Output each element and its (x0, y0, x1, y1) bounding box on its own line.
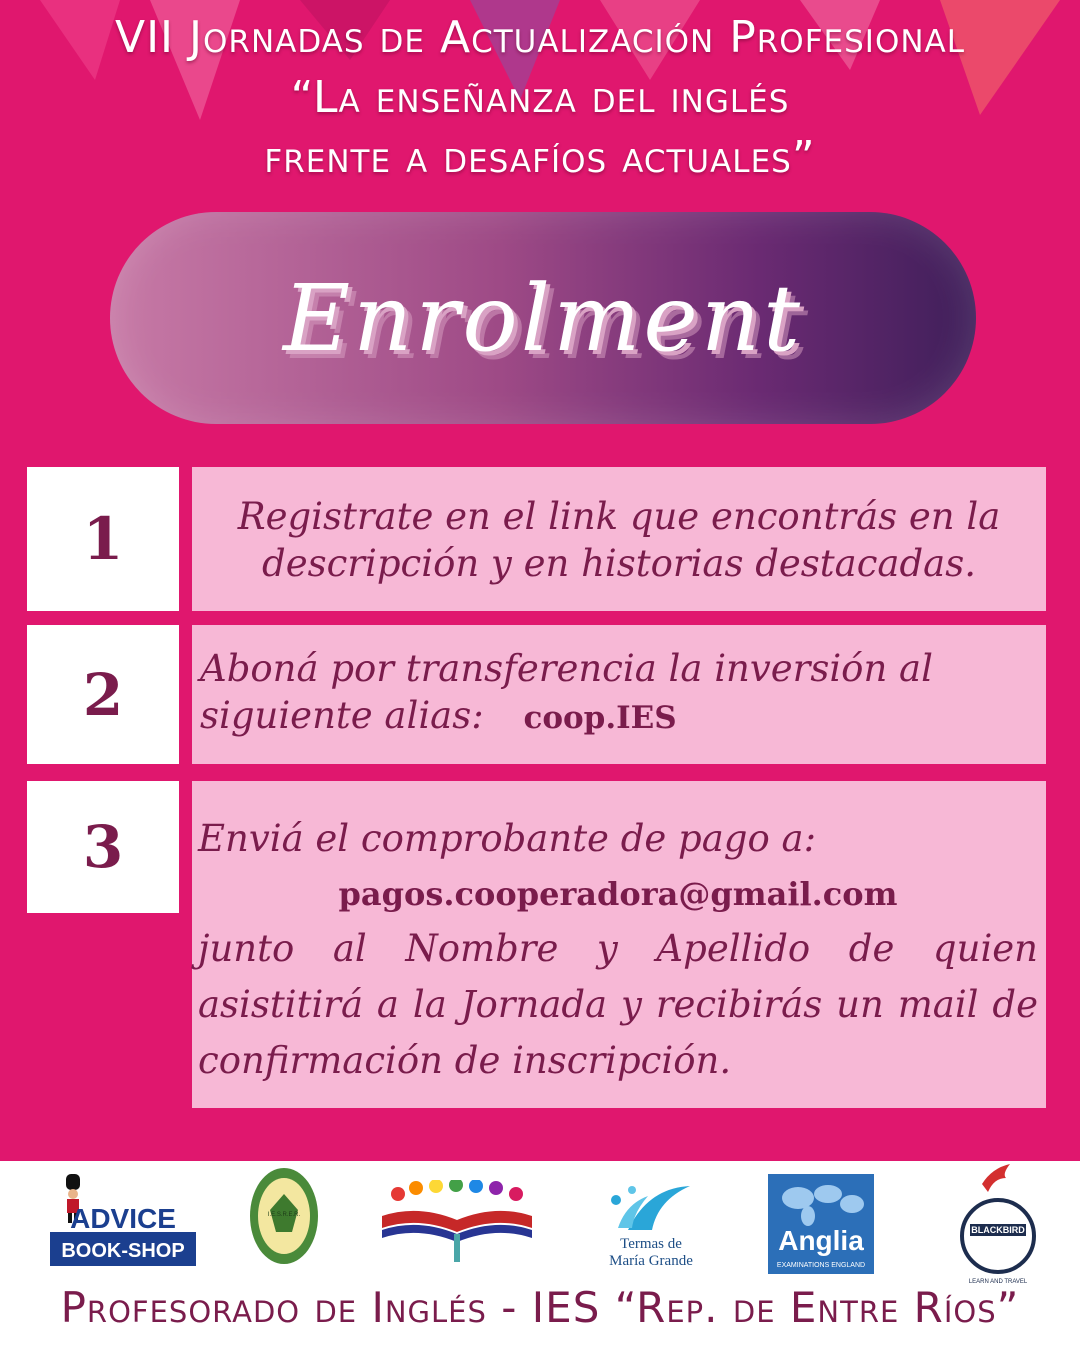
svg-text:Anglia: Anglia (778, 1225, 864, 1256)
step-3-box (192, 781, 1046, 1108)
bird-icon (958, 1162, 1042, 1288)
anglia-logo (768, 1174, 874, 1274)
open-book-icon (378, 1180, 536, 1264)
step-3-number: 3 (27, 781, 179, 913)
step-3-text-before: Enviá el comprobante de pago a: (198, 817, 817, 860)
svg-text:BLACKBIRD: BLACKBIRD (971, 1225, 1025, 1235)
svg-text:EXAMINATIONS ENGLAND: EXAMINATIONS ENGLAND (776, 1262, 866, 1269)
book-hands-logo (378, 1180, 536, 1264)
title-line-1: VII Jornadas de Actualización Profesional (114, 12, 966, 63)
title-line-2: “La enseñanza del inglés (290, 72, 790, 123)
water-splash-icon (588, 1178, 714, 1270)
svg-text:BOOK-SHOP: BOOK-SHOP (61, 1240, 185, 1262)
enrolment-label: Enrolment (282, 264, 804, 372)
event-title (0, 8, 1080, 188)
step-1-text: Registrate en el link que encontrás en la descripción y en historias destacadas. (237, 495, 1001, 585)
blackbird-logo (958, 1162, 1042, 1288)
advice-bookshop-logo (48, 1172, 198, 1272)
step-2-number: 2 (27, 625, 179, 764)
step-2-box (192, 625, 1046, 764)
seal-icon (248, 1166, 320, 1266)
svg-text:LEARN AND TRAVEL: LEARN AND TRAVEL (968, 1279, 1028, 1285)
ies-seal-logo (248, 1166, 320, 1266)
title-line-3: frente a desafíos actuales” (264, 132, 816, 183)
step-1-box (192, 467, 1046, 611)
guard-icon (48, 1172, 198, 1272)
termas-logo (588, 1178, 714, 1270)
step-1-number: 1 (27, 467, 179, 611)
svg-text:I.E.S.R.E.R.: I.E.S.R.E.R. (267, 1212, 301, 1218)
payment-alias: coop.IES (523, 700, 677, 736)
svg-text:ADVICE: ADVICE (70, 1203, 176, 1234)
step-3-text-after: junto al Nombre y Apellido de quien asistitirá a la Jornada y recibirás un mail de confirmación de inscripción. (198, 927, 1038, 1082)
enrolment-banner (110, 212, 976, 424)
world-map-icon (768, 1174, 874, 1274)
step-2-text: Aboná por transferencia la inversión al siguiente alias: (200, 647, 933, 737)
svg-text:Termas de: Termas de (620, 1236, 682, 1252)
footer-text: Profesorado de Inglés - IES “Rep. de Entre Ríos” (60, 1283, 1020, 1332)
payment-email: pagos.cooperadora@gmail.com (338, 875, 898, 913)
svg-text:María Grande: María Grande (609, 1253, 693, 1269)
